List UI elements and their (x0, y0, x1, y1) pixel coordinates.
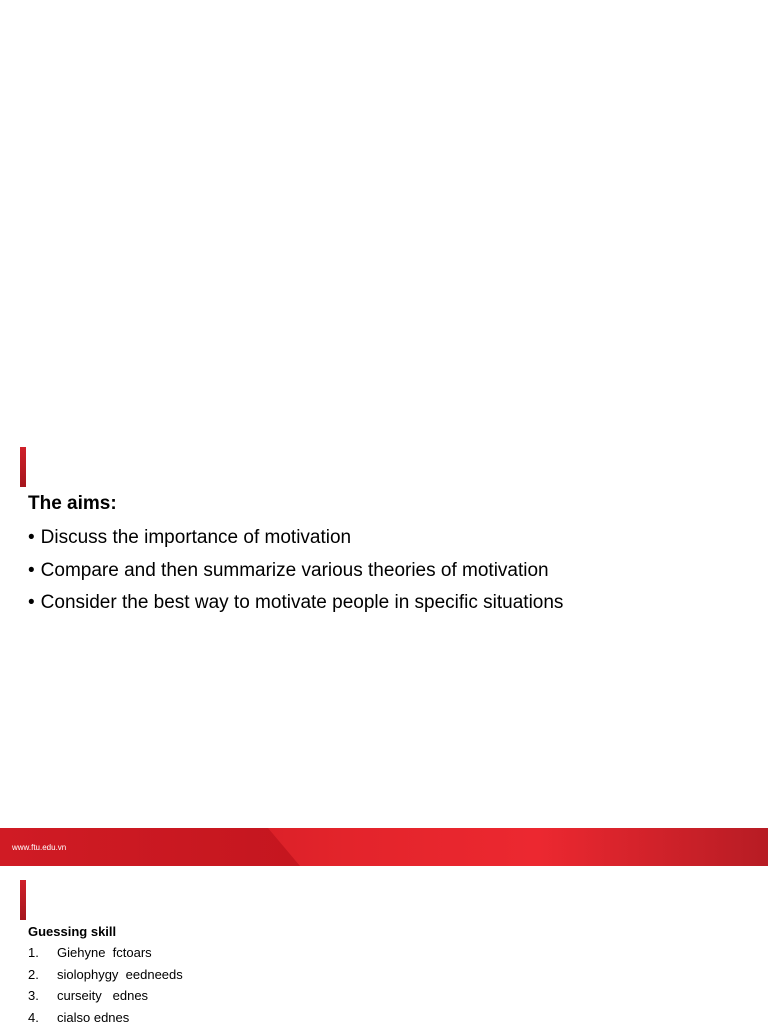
item-number: 4. (28, 1009, 39, 1024)
item-text: curseity ednes (57, 988, 149, 1003)
slide-guessing-skill (0, 866, 768, 1024)
guessing-heading: Guessing skill (28, 924, 117, 939)
item-text: cialso ednes (57, 1009, 130, 1024)
bullet-icon: • (28, 527, 35, 548)
slide-accent-bar (20, 880, 26, 920)
aim-text: Consider the best way to motivate people in specific situations (40, 592, 564, 613)
guessing-list (28, 944, 183, 1024)
aims-list-item (28, 590, 563, 623)
bullet-icon: • (28, 559, 35, 581)
item-text: Giehyne fctoars (57, 945, 152, 960)
footer-url[interactable]: www.ftu.edu.vn (12, 843, 67, 852)
item-number: 2. (28, 966, 39, 982)
slide-accent-bar (20, 447, 26, 487)
slide-footer-band (0, 828, 768, 866)
bullet-icon: • (28, 592, 35, 613)
item-number: 3. (28, 988, 39, 1003)
aims-heading: The aims: (28, 493, 117, 514)
guessing-list-item (28, 944, 183, 966)
aim-text: Discuss the importance of motivation (40, 527, 352, 548)
guessing-list-item (28, 966, 183, 988)
guessing-list-item (28, 1009, 183, 1024)
item-text: siolophygy eedneeds (57, 966, 183, 982)
aim-text: Compare and then summarize various theories of motivation (40, 559, 549, 581)
guessing-list-item (28, 987, 183, 1009)
aims-list-item (28, 525, 563, 558)
aims-list-item (28, 558, 563, 591)
aims-list (28, 525, 563, 623)
item-number: 1. (28, 945, 39, 960)
